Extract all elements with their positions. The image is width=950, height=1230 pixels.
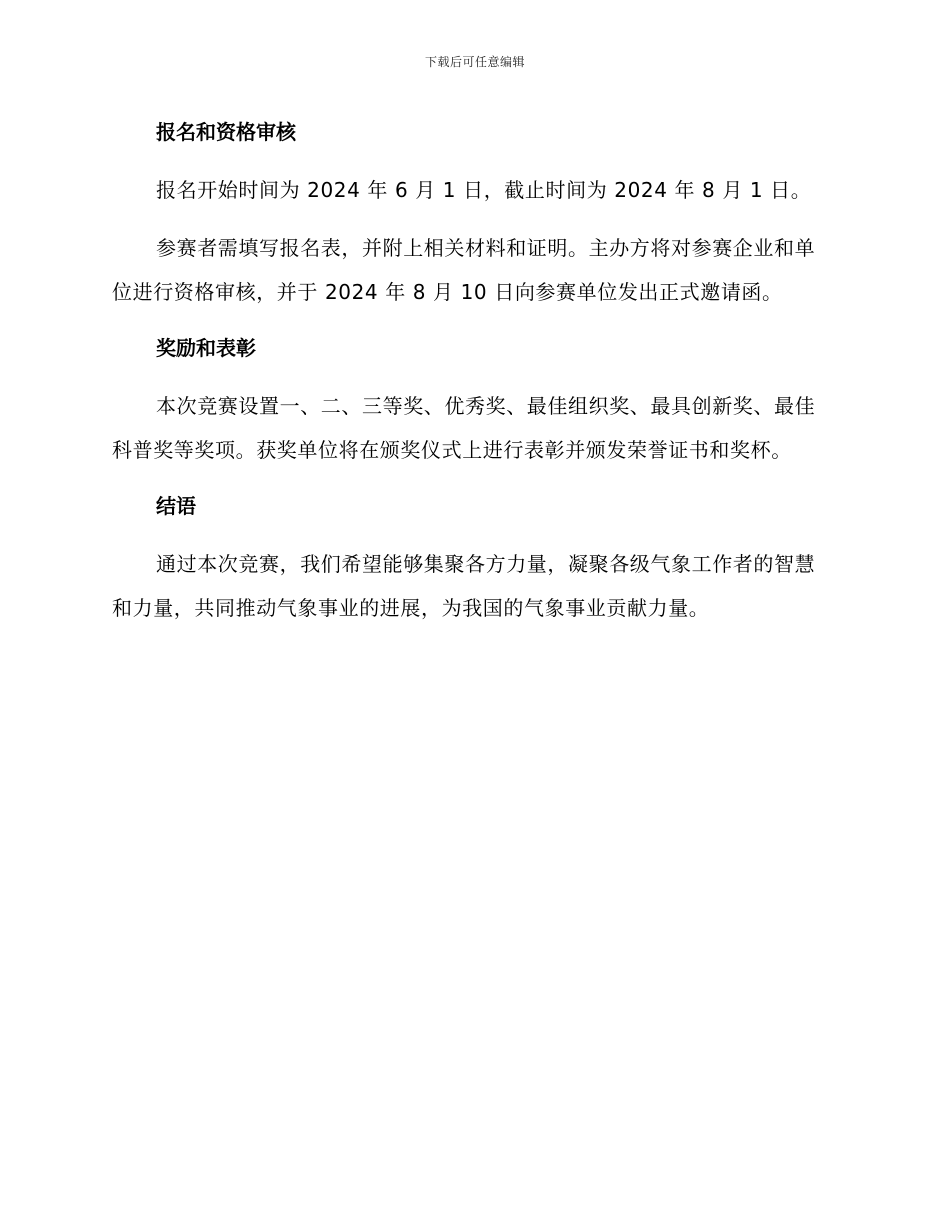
paragraph: 参赛者需填写报名表，并附上相关材料和证明。主办方将对参赛企业和单位进行资格审核，并于 2024 年 8 月 10 日向参赛单位发出正式邀请函。 xyxy=(112,236,816,304)
section-heading: 结语 xyxy=(156,494,196,518)
paragraph: 报名开始时间为 2024 年 6 月 1 日，截止时间为 2024 年 8 月 1 日。 xyxy=(156,178,812,202)
page-header: 下载后可任意编辑 xyxy=(424,55,525,69)
paragraph: 本次竞赛设置一、二、三等奖、优秀奖、最佳组织奖、最具创新奖、最佳科普奖等奖项。获奖单位将在颁奖仪式上进行表彰并颁发荣誉证书和奖杯。 xyxy=(112,394,816,462)
section-conclusion xyxy=(112,484,832,630)
document-body xyxy=(112,110,832,630)
section-heading: 奖励和表彰 xyxy=(156,336,256,360)
section-awards xyxy=(112,326,832,472)
section-registration xyxy=(112,110,832,314)
paragraph: 通过本次竞赛，我们希望能够集聚各方力量，凝聚各级气象工作者的智慧和力量，共同推动气象事业的进展，为我国的气象事业贡献力量。 xyxy=(112,552,816,620)
section-heading: 报名和资格审核 xyxy=(156,120,296,144)
